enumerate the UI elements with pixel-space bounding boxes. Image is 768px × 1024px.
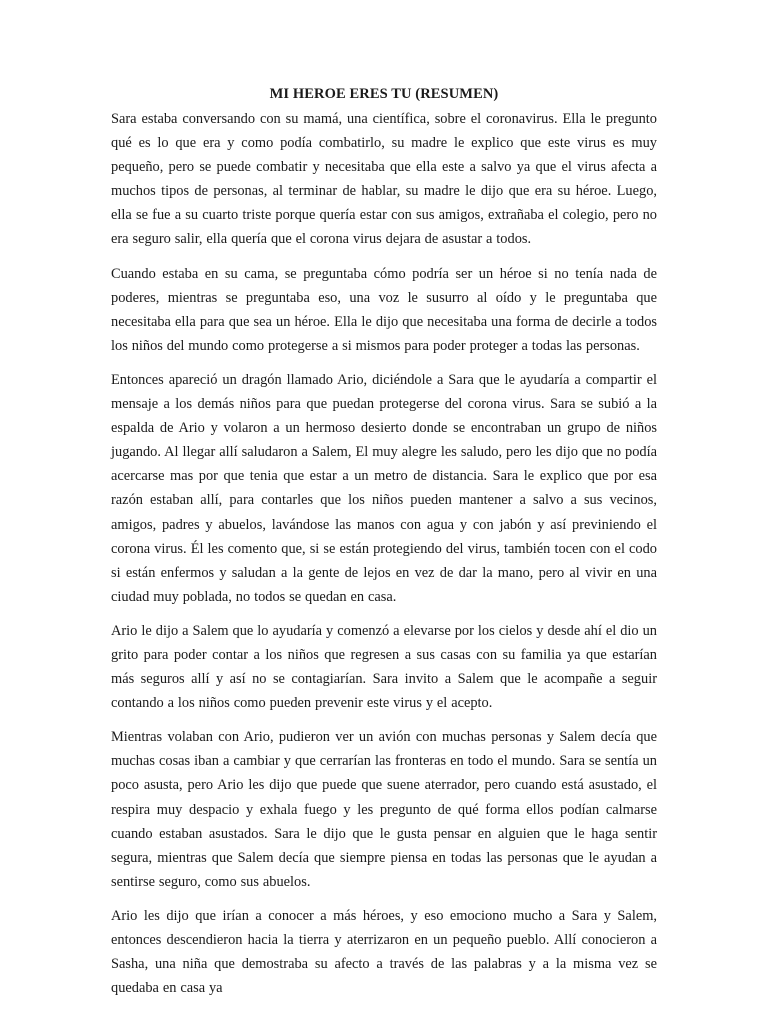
paragraph-5: Mientras volaban con Ario, pudieron ver un avión con muchas personas y Salem decía que muchas cosas iban a cambiar y que cerrarían las fronteras en todo el mundo. Sara se sentía un poco asusta, pero Ario les dijo que puede que suene aterrador, pero cuando está asustado, el respira muy despacio y exhala fuego y les pregunto de qué forma ellos podían calmarse cuando estaban asustados. Sara le dijo que le gusta pensar en alguien que le haga sentir segura, mientras que Salem decía que siempre piensa en todas las personas que le ayudan a sentirse seguro, como sus abuelos. [111, 729, 657, 890]
paragraph-6: Ario les dijo que irían a conocer a más héroes, y eso emociono mucho a Sara y Salem, entonces descendieron hacia la tierra y aterrizaron en un pequeño pueblo. Allí conocieron a Sasha, una niña que demostraba su afecto a través de las palabras y a la misma vez se quedaba en casa ya [111, 907, 657, 997]
paragraph-1: Sara estaba conversando con su mamá, una científica, sobre el coronavirus. Ella le pregunto qué es lo que era y como podía combatirlo, su madre le explico que este virus es muy pequeño, pero se puede combatir y necesitaba que ella este a salvo ya que el virus afecta a muchos tipos de personas, al terminar de hablar, su madre le dijo que era su héroe. Luego, ella se fue a su cuarto triste porque quería estar con sus amigos, extrañaba el colegio, pero no era seguro salir, ella quería que el corona virus dejara de asustar a todos. [111, 111, 657, 248]
paragraph-2: Cuando estaba en su cama, se preguntaba cómo podría ser un héroe si no tenía nada de poderes, mientras se preguntaba eso, una voz le susurro al oído y le preguntaba que necesitaba ella para que sea un héroe. Ella le dijo que necesitaba una forma de decirle a todos los niños del mundo como protegerse a si mismos para poder proteger a todas las personas. [111, 265, 657, 354]
paragraph-3: Entonces apareció un dragón llamado Ario, diciéndole a Sara que le ayudaría a compartir el mensaje a los demás niños para que puedan protegerse del corona virus. Sara se subió a la espalda de Ario y volaron a un hermoso desierto donde se encontraban un grupo de niños jugando. Al llegar allí saludaron a Salem, El muy alegre les saludo, pero les dijo que no podía acercarse mas por que tenia que estar a un metro de distancia. Sara le explico que por esa razón estaban allí, para contarles que los niños pueden mantener a salvo a sus vecinos, amigos, padres y abuelos, lavándose las manos con agua y con jabón y así previniendo el corona virus. Él les comento que, si se están protegiendo del virus, también tocen con el codo si están enfermos y saludan a la gente de lejos en vez de dar la mano, pero al vivir en una ciudad muy poblada, no todos se quedan en casa. [111, 371, 657, 605]
paragraph-4: Ario le dijo a Salem que lo ayudaría y comenzó a elevarse por los cielos y desde ahí el dio un grito para poder contar a los niños que regresen a sus casas con su familia ya que estarían más seguros allí y así no se contagiarían. Sara invito a Salem que le acompañe a seguir contando a los niños como pueden prevenir este virus y el acepto. [111, 622, 657, 712]
document-body [111, 84, 657, 1000]
document-title: MI HEROE ERES TU (RESUMEN) [269, 86, 499, 102]
